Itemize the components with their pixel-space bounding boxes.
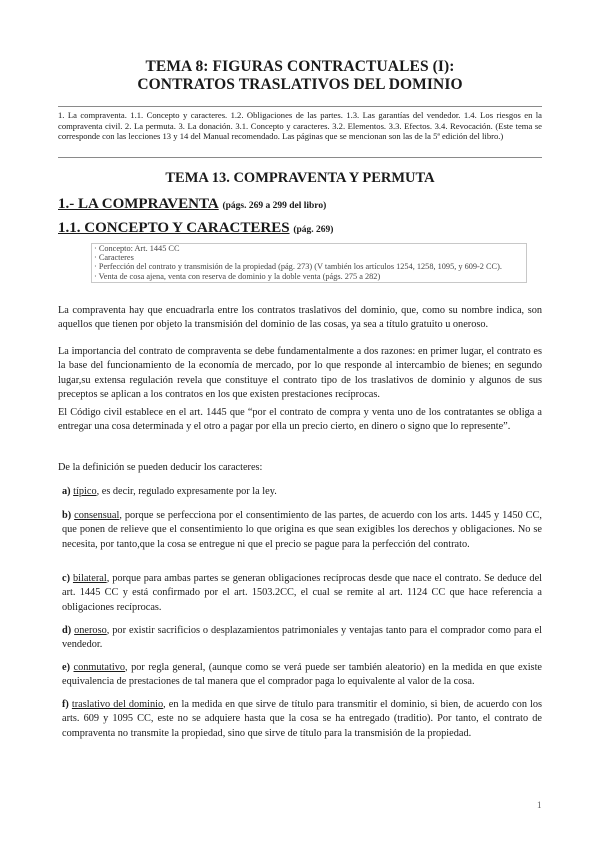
item-term: traslativo del dominio <box>71 699 164 710</box>
section-heading-concepto <box>58 220 333 237</box>
page-number: 1 <box>537 800 542 810</box>
outline-item: · Concepto: Art. 1445 CC <box>94 244 180 253</box>
item-text: , por existir sacrificios o desplazamientos patrimoniales y ventajas tanto para el comprador como para el vendedor. <box>62 625 542 651</box>
item-label: f) <box>62 699 69 710</box>
item-term: conmutativo <box>73 662 125 673</box>
section-pages: (pág. 269) <box>293 225 334 235</box>
item-term: bilateral <box>72 573 107 584</box>
item-term: consensual <box>74 510 120 521</box>
paragraph-caracteres-intro: De la definición se pueden deducir los caracteres: <box>58 462 263 473</box>
tema-heading: TEMA 13. COMPRAVENTA Y PERMUTA <box>165 170 435 186</box>
item-term: típico <box>73 486 97 497</box>
caracter-item <box>62 485 542 499</box>
item-label: a) <box>62 486 71 497</box>
item-label: b) <box>62 510 72 521</box>
section-pages: (págs. 269 a 299 del libro) <box>222 201 327 211</box>
outline-box <box>91 243 527 283</box>
document-title-line2: CONTRATOS TRASLATIVOS DEL DOMINIO <box>137 76 463 93</box>
item-label: c) <box>62 573 70 584</box>
caracter-item <box>62 572 542 615</box>
caracter-item <box>62 509 542 552</box>
item-label: d) <box>62 625 72 636</box>
divider <box>58 106 542 107</box>
item-text: , en la medida en que sirve de título para transmitir el dominio, si bien, de acuerdo con los arts. 609 y 1095 CC, este no se adquiere hasta que la cosa se ha entregado (traditio). Por tanto, el contrato de compraventa no transmite la propiedad, sino que sirve de título para la transmisión de la propiedad. <box>62 699 543 739</box>
section-heading-compraventa <box>58 196 326 213</box>
caracter-item <box>62 661 542 690</box>
item-text: , porque para ambas partes se generan obligaciones recíprocas desde que nace el contrato. Se deduce del art. 1445 CC y está confirmado por el art. 1503.2CC, el cual se remite al art. 1124 CC que hace referencia a obligaciones recíprocas. <box>62 573 543 613</box>
outline-item: · Perfección del contrato y transmisión de la propiedad (pág. 273) (V también los artículos 1254, 1258, 1095, y 609-2 CC). <box>94 262 502 272</box>
document-title-line1: TEMA 8: FIGURAS CONTRACTUALES (I): <box>145 58 455 75</box>
paragraph-importancia: La importancia del contrato de compraventa se debe fundamentalmente a dos razones: en primer lugar, el contrato es la base del funcionamiento de la economía de mercado, por lo que responde al intercambio de bienes; en segundo lugar,su extensa regulación revela que constituye el contrato tipo de los traslativos de dominio y algunos de sus preceptos se aplican a los contratos en los que existen prestaciones recíprocas. <box>58 346 542 401</box>
item-text: , porque se perfecciona por el consentimiento de las partes, de acuerdo con los arts. 1445 y 1450 CC, que ponen de relieve que el consentimiento lo que origina es que sean exigibles los derechos y obligaciones. No se necesita, por tanto,que la cosa se entregue ni que el precio se pague para la perfección del contrato. <box>62 510 542 550</box>
section-title: 1.1. CONCEPTO Y CARACTERES <box>58 220 290 236</box>
paragraph-intro: La compraventa hay que encuadrarla entre los contratos traslativos del dominio, que, como su nombre indica, son aquellos que tienen por objeto la transmisión del dominio de las cosas, ya sea a título gratuito u oneroso. <box>58 305 542 331</box>
caracter-item <box>62 698 542 741</box>
section-title: 1.- LA COMPRAVENTA <box>58 196 219 212</box>
divider <box>58 157 542 158</box>
outline-item: · Caracteres <box>94 253 134 263</box>
item-text: , por regla general, (aunque como se verá puede ser también aleatorio) en la medida en que existe equivalencia de prestaciones de tal manera que el comprador paga lo equivalente al valor de la cosa. <box>62 662 542 688</box>
item-label: e) <box>62 662 70 673</box>
paragraph-definicion: El Código civil establece en el art. 1445 que “por el contrato de compra y venta uno de los contratantes se obliga a entregar una cosa determinada y el otro a pagar por ella un precio cierto, en dinero o signo que lo represente”. <box>58 407 542 433</box>
table-of-contents: 1. La compraventa. 1.1. Concepto y caracteres. 1.2. Obligaciones de las partes. 1.3. Las garantías del vendedor. 1.4. Los riesgos en la compraventa civil. 2. La permuta. 3. La donación. 3.1. Concepto y caracteres. 3.2. Elementos. 3.3. Efectos. 3.4. Revocación. (Este tema se corresponde con las lecciones 13 y 14 del Manual recomendado. Las páginas que se mencionan son las de la 5ª edición del libro.) <box>58 110 542 142</box>
outline-item: · Venta de cosa ajena, venta con reserva de dominio y la doble venta (págs. 275 a 282) <box>94 271 381 281</box>
item-text: , es decir, regulado expresamente por la ley. <box>96 486 277 497</box>
caracter-item <box>62 624 542 653</box>
item-term: oneroso <box>74 625 107 636</box>
